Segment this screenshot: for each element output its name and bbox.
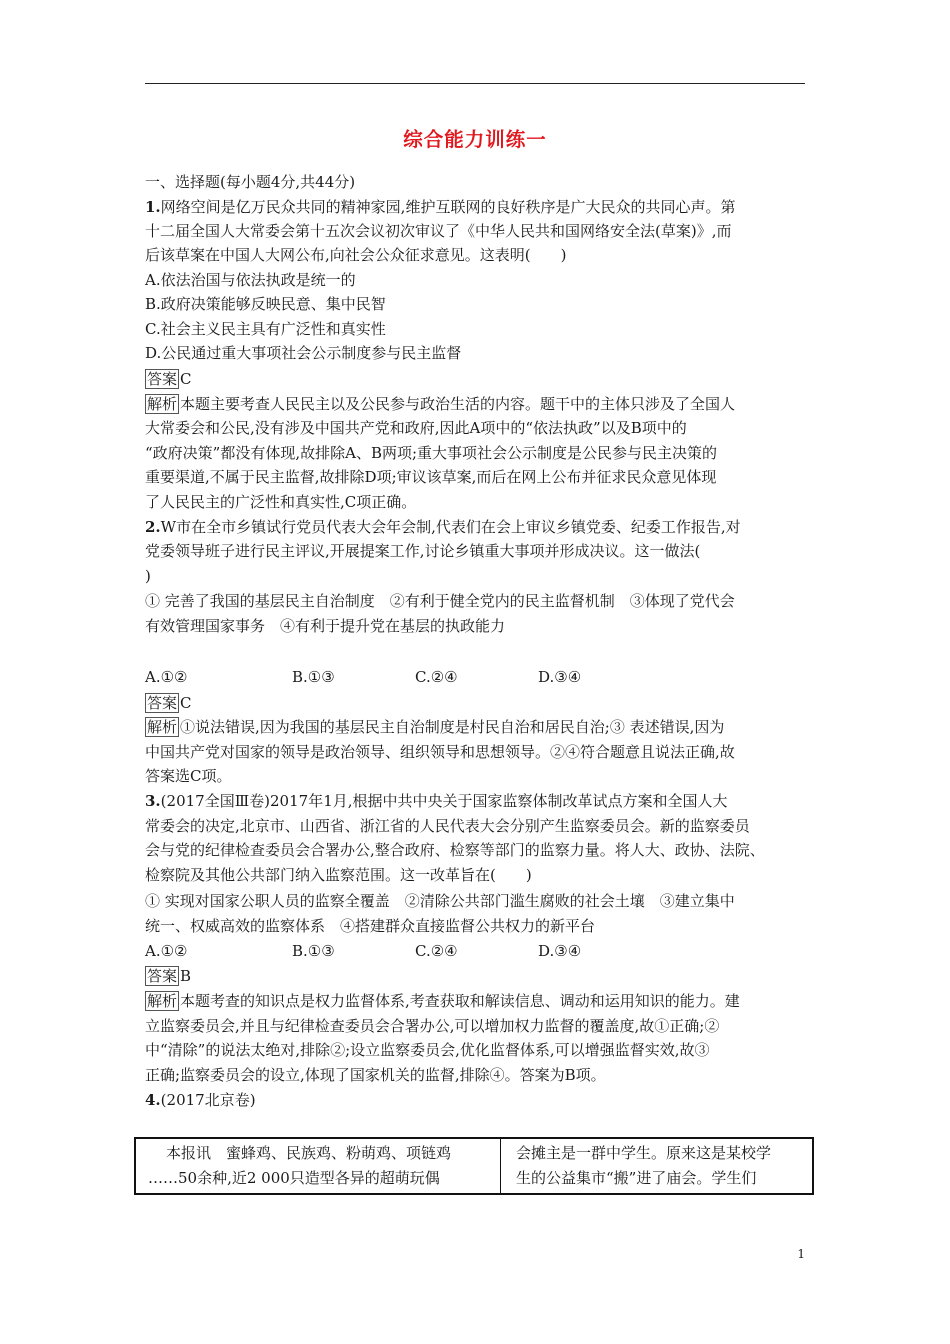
q1-analysis-line: 重要渠道,不属于民主监督,故排除D项;审议该草案,而后在网上公布并征求民众意见体现 <box>145 468 717 486</box>
q1-analysis-line: 了人民民主的广泛性和真实性,C项正确。 <box>145 493 417 511</box>
q2-stem-line: ) <box>145 567 151 585</box>
q3-stem-line: 会与党的纪律检查委员会合署办公,整合政府、检察等部门的监察力量。将人大、政协、法院、 <box>145 841 765 859</box>
q2-statements-line: ① 完善了我国的基层民主自治制度 ②有利于健全党内的民主监督机制 ③体现了党代会 <box>145 592 735 610</box>
q4-material-table <box>134 1137 814 1195</box>
q2-statements-line: 有效管理国家事务 ④有利于提升党在基层的执政能力 <box>145 617 506 635</box>
q1-analysis-line: “政府决策”都没有体现,故排除A、B两项;重大事项社会公示制度是公民参与民主决策的 <box>145 444 718 462</box>
table-cell-left: 本报讯 蜜蜂鸡、民族鸡、粉萌鸡、项链鸡 <box>166 1144 452 1162</box>
page-title: 综合能力训练一 <box>403 128 547 151</box>
answer-tag: 答案 <box>147 967 178 985</box>
table-cell-right: 生的公益集市“搬”进了庙会。学生们 <box>516 1169 757 1187</box>
q2-number: 2. <box>145 518 161 536</box>
q3-option-b: B.①③ <box>292 942 335 960</box>
q2-stem-line: 党委领导班子进行民主评议,开展提案工作,讨论乡镇重大事项并形成决议。这一做法( <box>145 542 701 560</box>
q2-option-a: A.①② <box>145 668 188 686</box>
q1-option-b: B.政府决策能够反映民意、集中民智 <box>145 295 386 313</box>
q3-analysis-line: 立监察委员会,并且与纪律检查委员会合署办公,可以增加权力监督的覆盖度,故①正确;② <box>145 1017 720 1035</box>
q3-stem-line: 常委会的决定,北京市、山西省、浙江省的人民代表大会分别产生监察委员会。新的监察委员 <box>145 817 750 835</box>
q3-statements-line: ① 实现对国家公职人员的监察全覆盖 ②清除公共部门滥生腐败的社会土壤 ③建立集中 <box>145 892 735 910</box>
q3-analysis-line: 中“清除”的说法太绝对,排除②;设立监察委员会,优化监督体系,可以增强监督实效,故③ <box>145 1041 710 1059</box>
q2-analysis-line: 解析 ①说法错误,因为我国的基层民主自治制度是村民自治和居民自治;③ 表述错误,因为 <box>147 718 725 736</box>
q2-stem-line: 2.W市在全市乡镇试行党员代表大会年会制,代表们在会上审议乡镇党委、纪委工作报告,对 <box>145 518 741 536</box>
q3-option-a: A.①② <box>145 942 188 960</box>
q1-analysis-line: 解析 本题主要考查人民民主以及公民参与政治生活的内容。题干中的主体只涉及了全国人 <box>147 395 736 413</box>
q1-stem-line: 十二届全国人大常委会第十五次会议初次审议了《中华人民共和国网络安全法(草案)》,而 <box>145 222 732 240</box>
q3-number: 3. <box>145 792 161 810</box>
analysis-tag: 解析 <box>147 992 178 1010</box>
header-rule <box>145 83 805 84</box>
answer-tag: 答案 <box>147 370 178 388</box>
q1-analysis-line: 大常委会和公民,没有涉及中国共产党和政府,因此A项中的“依法执政”以及B项中的 <box>145 419 687 437</box>
q2-option-b: B.①③ <box>292 668 335 686</box>
q2-analysis-line: 中国共产党对国家的领导是政治领导、组织领导和思想领导。②④符合题意且说法正确,故 <box>145 743 735 761</box>
q2-answer: 答案 C <box>147 694 192 712</box>
q3-stem-line: 检察院及其他公共部门纳入监察范围。这一改革旨在( ) <box>145 866 532 884</box>
q3-analysis-line: 解析 本题考查的知识点是权力监督体系,考查获取和解读信息、调动和运用知识的能力。建 <box>147 992 740 1010</box>
q1-stem-line: 1.网络空间是亿万民众共同的精神家园,维护互联网的良好秩序是广大民众的共同心声。第 <box>145 198 736 216</box>
table-cell-right: 会摊主是一群中学生。原来这是某校学 <box>516 1144 772 1162</box>
q2-analysis-line: 答案选C项。 <box>145 767 232 785</box>
q1-stem-line: 后该草案在中国人大网公布,向社会公众征求意见。这表明( ) <box>145 246 567 264</box>
section-heading: 一、选择题(每小题4分,共44分) <box>145 173 356 191</box>
q3-option-c: C.②④ <box>415 942 458 960</box>
q3-statements-line: 统一、权威高效的监察体系 ④搭建群众直接监督公共权力的新平台 <box>145 917 596 935</box>
page-number: 1 <box>797 1247 805 1261</box>
q1-answer: 答案 C <box>147 370 192 388</box>
q1-number: 1. <box>145 198 161 216</box>
q3-stem-line: 3.(2017全国Ⅲ卷)2017年1月,根据中共中央关于国家监察体制改革试点方案和全国人大 <box>145 792 728 810</box>
q2-option-d: D.③④ <box>538 668 582 686</box>
q2-option-c: C.②④ <box>415 668 458 686</box>
q3-answer: 答案 B <box>147 967 192 985</box>
table-divider <box>500 1139 501 1193</box>
q1-option-d: D.公民通过重大事项社会公示制度参与民主监督 <box>145 344 462 362</box>
analysis-tag: 解析 <box>147 395 178 413</box>
q1-option-c: C.社会主义民主具有广泛性和真实性 <box>145 320 386 338</box>
q3-option-d: D.③④ <box>538 942 582 960</box>
q1-option-a: A.依法治国与依法执政是统一的 <box>145 271 356 289</box>
analysis-tag: 解析 <box>147 718 178 736</box>
q4-number: 4. <box>145 1091 161 1109</box>
table-cell-left: ……50余种,近2 000只造型各异的超萌玩偶 <box>148 1169 440 1187</box>
q4-stem-line: 4.(2017北京卷) <box>145 1091 256 1109</box>
answer-tag: 答案 <box>147 694 178 712</box>
q3-analysis-line: 正确;监察委员会的设立,体现了国家机关的监督,排除④。答案为B项。 <box>145 1066 606 1084</box>
